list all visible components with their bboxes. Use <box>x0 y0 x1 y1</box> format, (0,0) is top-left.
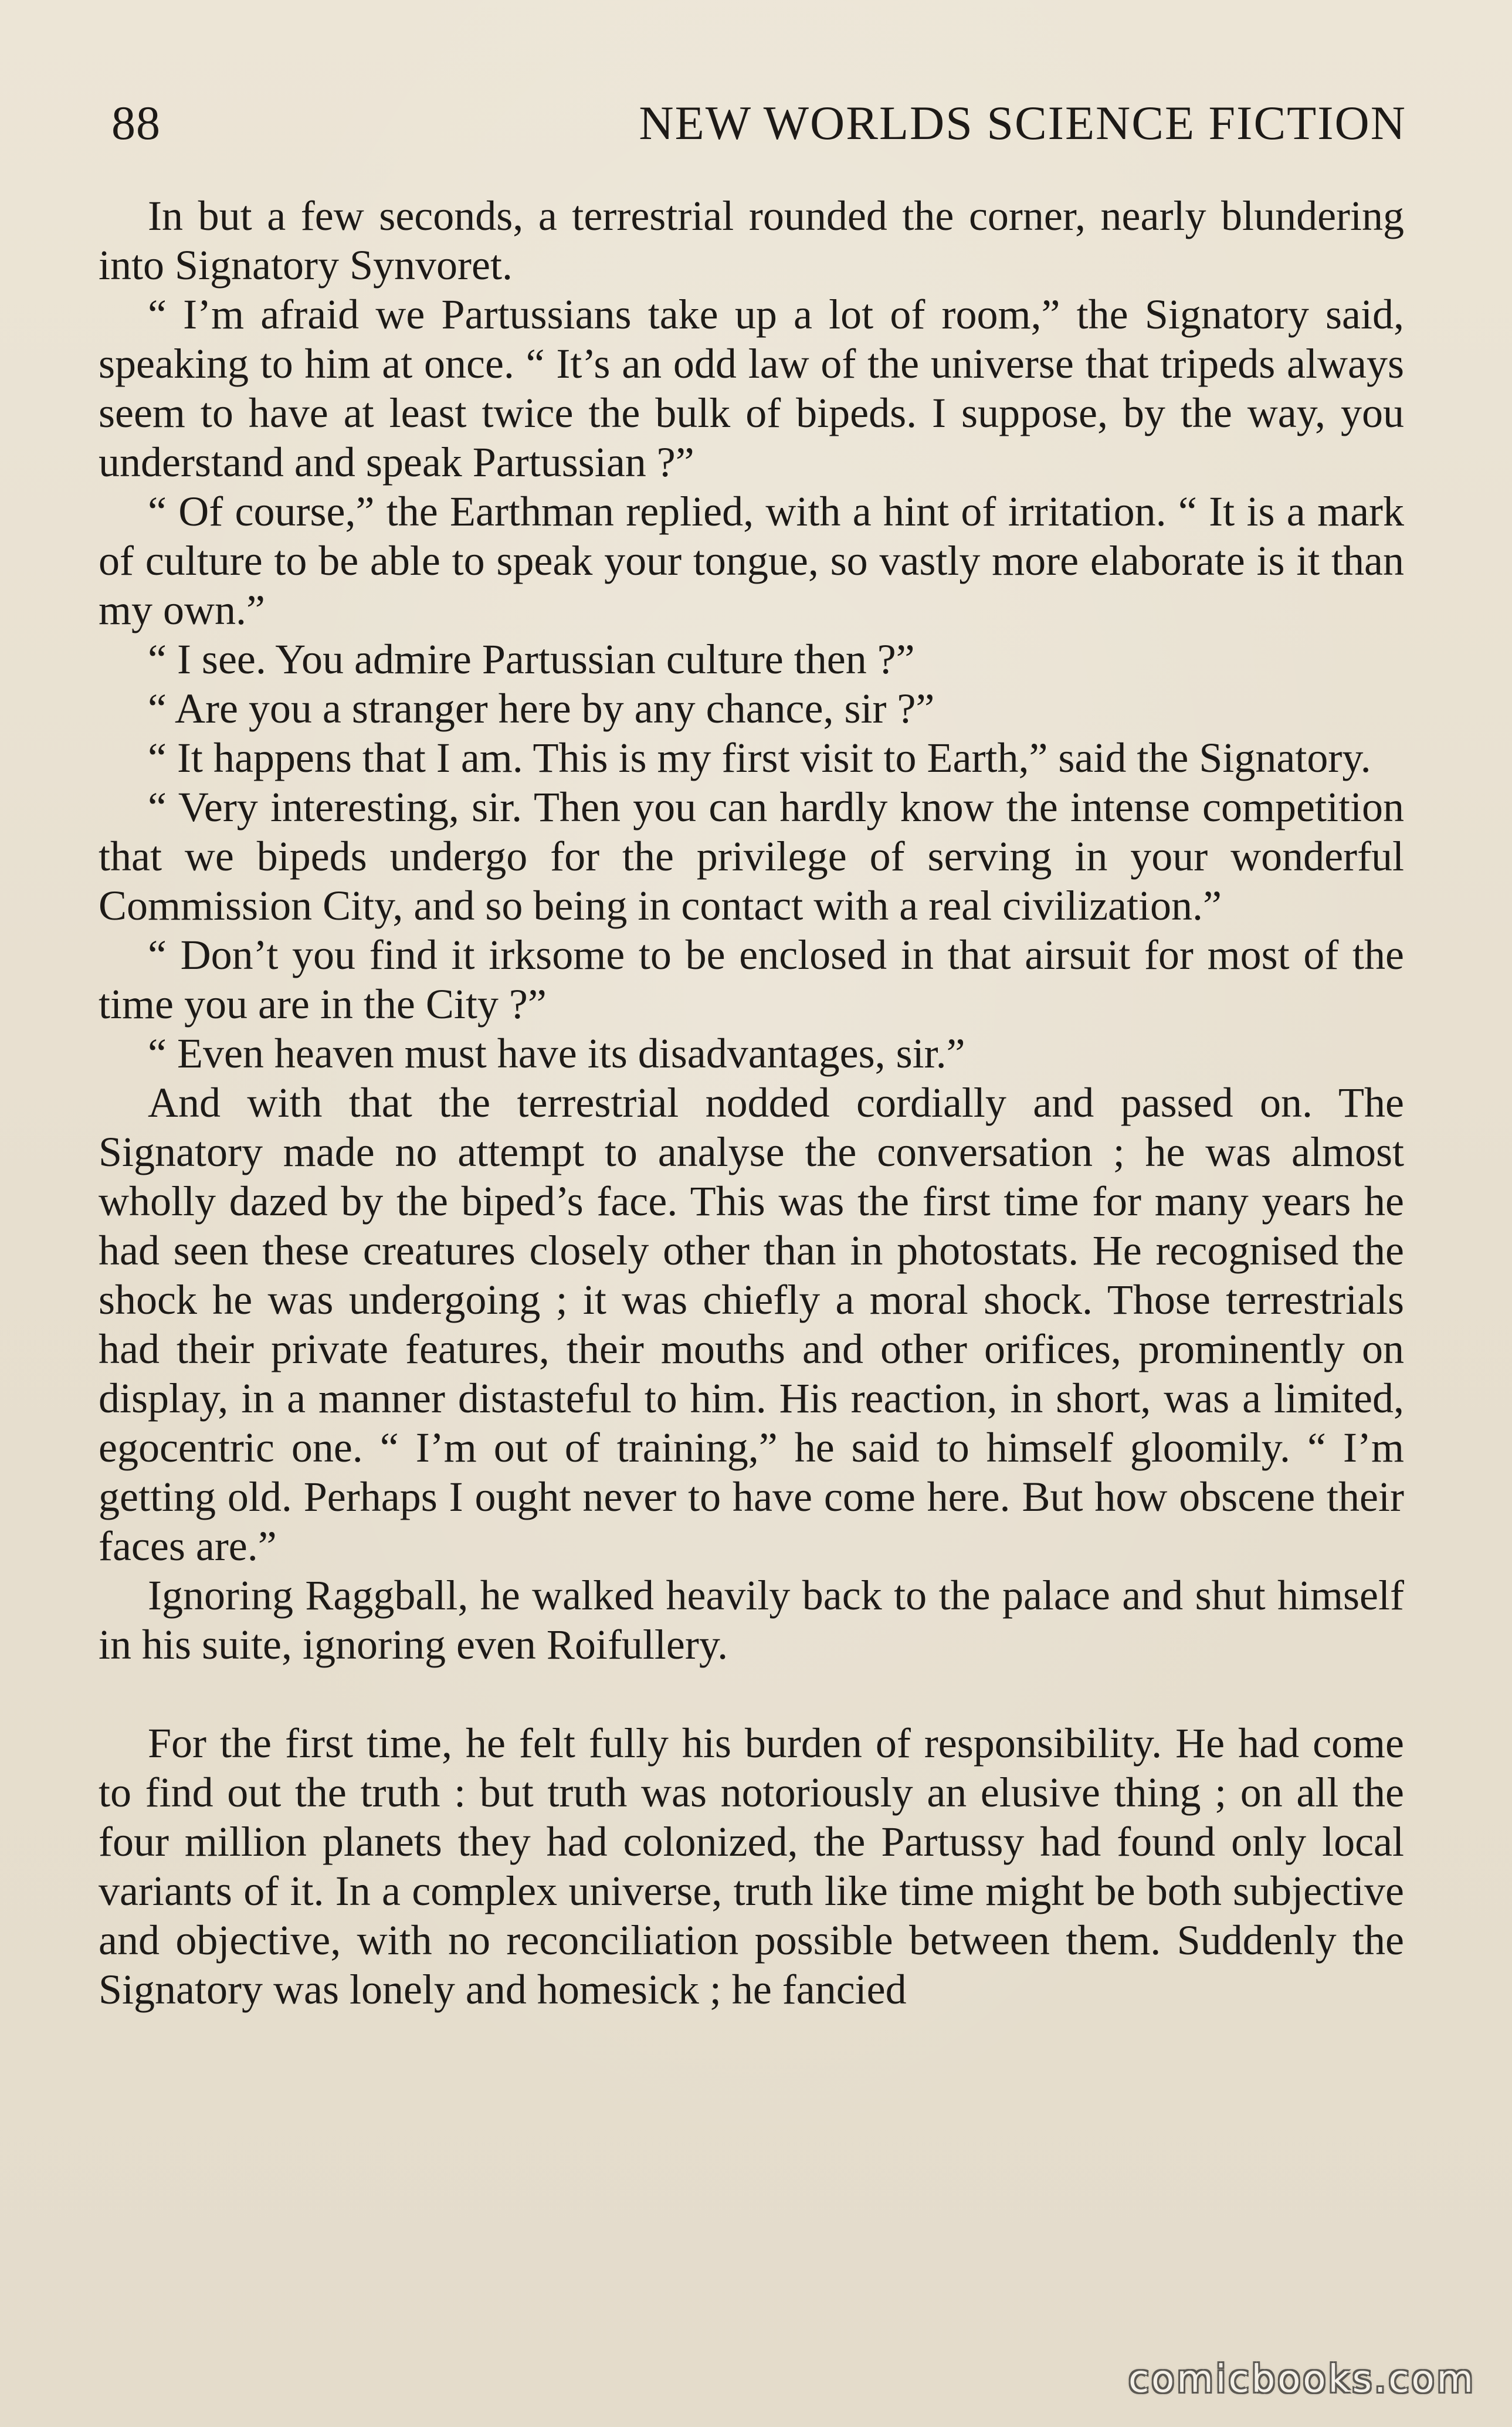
paragraph: And with that the terrestrial nodded cordially and passed on. The Signatory made no attempt to analyse the conversation ; he was almost wholly dazed by the biped’s face. This was the first time for many years he had seen these creatures closely other than in photostats. He recognised the shock he was undergoing ; it was chiefly a moral shock. Those terrestrials had their private features, their mouths and other orifices, prominently on display, in a manner distasteful to him. His reaction, in short, was a limited, egocentric one. “ I’m out of training,” he said to himself gloomily. “ I’m getting old. Perhaps I ought never to have come here. But how obscene their faces are.” <box>99 1079 1404 1570</box>
paragraph: In but a few seconds, a terrestrial rounded the corner, nearly blundering into Signatory Synvoret. <box>99 192 1404 289</box>
paragraph: “ It happens that I am. This is my first visit to Earth,” said the Signatory. <box>148 734 1371 781</box>
paragraph: For the first time, he felt fully his burden of responsibility. He had come to find out the truth : but truth was notoriously an elusive thing ; on all the four million planets they had colonized, the Partussy had found only local variants of it. In a complex universe, truth like time might be both subjective and objective, with no reconciliation possible between them. Suddenly the Signatory was lonely and homesick ; he fancied <box>99 1720 1404 2013</box>
paragraph: “ I see. You admire Partussian culture then ?” <box>148 636 915 683</box>
page-header <box>111 94 1406 158</box>
paragraph: “ Even heaven must have its disadvantages, sir.” <box>148 1030 965 1077</box>
section-break <box>99 1669 1404 1718</box>
watermark: comicbooks.com <box>1128 2358 1476 2401</box>
running-title: NEW WORLDS SCIENCE FICTION <box>639 96 1406 150</box>
paragraph: “ Are you a stranger here by any chance, sir ?” <box>148 685 935 732</box>
paragraph: Ignoring Raggball, he walked heavily back to the palace and shut himself in his suite, ignoring even Roifullery. <box>99 1572 1404 1668</box>
paragraph: “ Of course,” the Earthman replied, with a hint of irritation. “ It is a mark of culture to be able to speak your tongue, so vastly more elaborate is it than my own.” <box>99 488 1404 633</box>
paragraph: “ I’m afraid we Partussians take up a lot of room,” the Signatory said, speaking to him at once. “ It’s an odd law of the universe that tripeds always seem to have at least twice the bulk of bipeds. I suppose, by the way, you understand and speak Partussian ?” <box>99 291 1404 486</box>
paragraph: “ Don’t you find it irksome to be enclosed in that airsuit for most of the time you are in the City ?” <box>99 931 1404 1028</box>
body-text <box>99 191 1404 2014</box>
page-number: 88 <box>111 96 161 150</box>
paragraph: “ Very interesting, sir. Then you can hardly know the intense competition that we bipeds undergo for the privilege of serving in your wonderful Commission City, and so being in contact with a real civilization.” <box>99 784 1404 929</box>
